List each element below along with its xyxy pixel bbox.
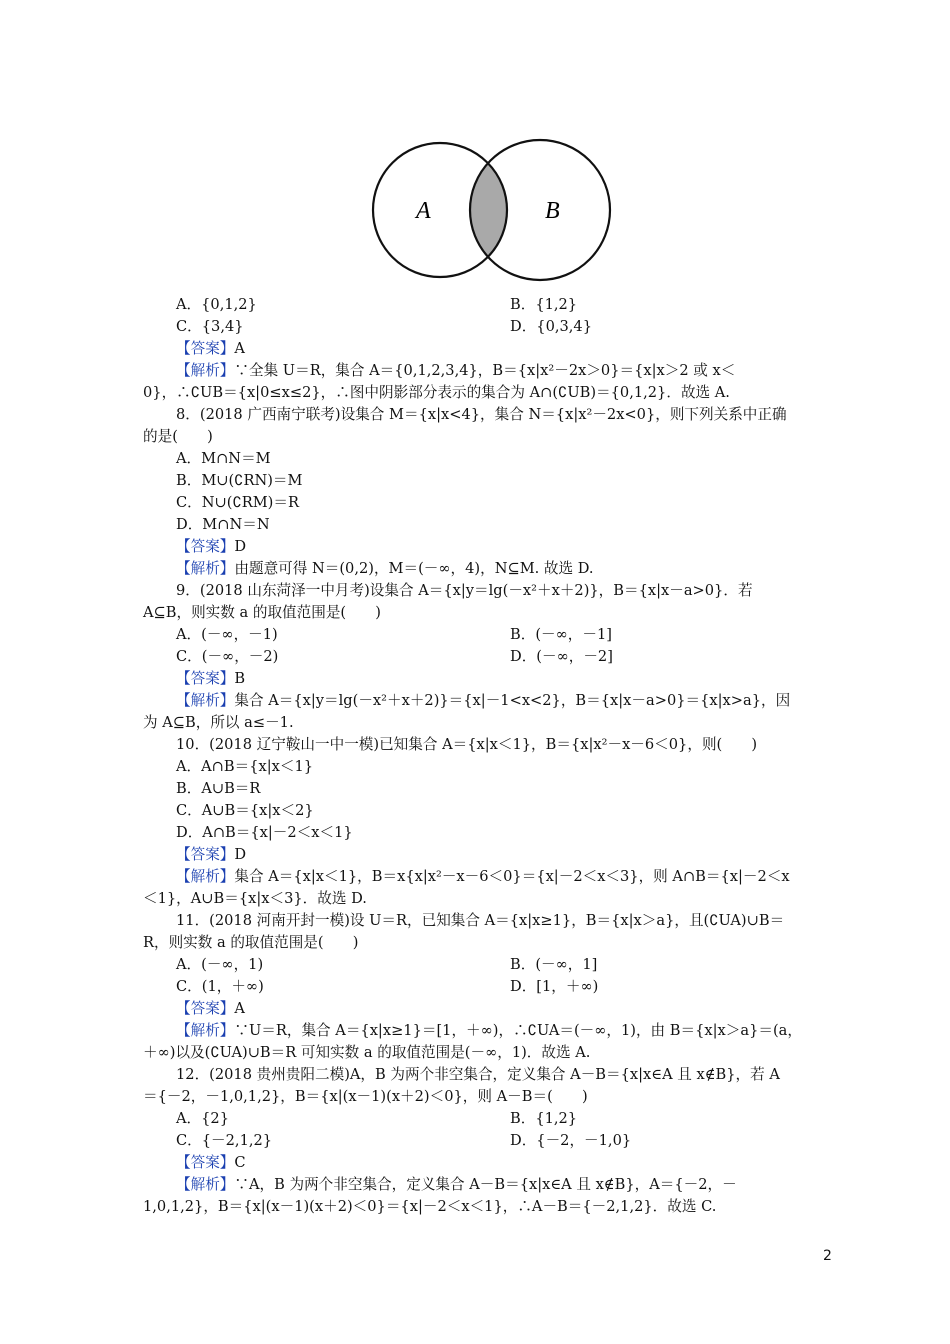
venn-diagram: [370, 138, 620, 298]
text-line: A⊆B，则实数 a 的取值范围是( ): [143, 604, 381, 621]
explanation-text: 由题意可得 N＝(0,2)，M＝(－∞，4)，N⊆M. 故选 D.: [234, 560, 594, 577]
answer-line: [176, 537, 246, 557]
option-b: B．A∪B＝R: [176, 780, 261, 797]
explanation-line: [176, 361, 735, 381]
text-line: 的是( ): [143, 428, 213, 445]
text-line: ＜1}，A∪B＝{x|x＜3}．故选 D.: [143, 890, 367, 907]
option-c: C．(－∞，－2): [176, 648, 279, 665]
answer-line: [176, 339, 245, 359]
question-9: 9．(2018 山东菏泽一中月考)设集合 A＝{x|y＝lg(－x²＋x＋2)}，B＝{x|x－a>0}．若: [176, 582, 753, 599]
explanation-text: ∵全集 U＝R，集合 A＝{0,1,2,3,4}，B＝{x|x²－2x＞0}＝{x|x＞2 或 x＜: [234, 362, 736, 379]
option-b: B．(－∞，1]: [510, 956, 598, 973]
text-line: 1,0,1,2}，B＝{x|(x－1)(x＋2)＜0}＝{x|－2＜x＜1}，∴A－B＝{－2,1,2}．故选 C.: [143, 1198, 717, 1215]
page-number: 2: [823, 1248, 832, 1264]
option-a: A．M∩N＝M: [176, 450, 271, 467]
explanation-text: 集合 A＝{x|y＝lg(－x²＋x＋2)}＝{x|－1<x<2}，B＝{x|x－a>0}＝{x|x>a}，因: [234, 692, 791, 709]
option-b: B．(－∞，－1]: [510, 626, 612, 643]
option-c: C．{－2,1,2}: [176, 1132, 273, 1149]
explanation-line: [176, 559, 594, 579]
explanation-line: [176, 1175, 737, 1195]
answer-value: D: [234, 538, 247, 555]
explanation-line: [176, 867, 790, 887]
label-b: B: [545, 198, 560, 224]
option-c: C．(1，＋∞): [176, 978, 264, 995]
option-a: A．{2}: [176, 1110, 229, 1127]
option-c: C．A∪B＝{x|x＜2}: [176, 802, 314, 819]
option-a: A．(－∞，1): [176, 956, 264, 973]
option-row: [176, 317, 244, 337]
answer-value: D: [234, 846, 247, 863]
question-12: 12．(2018 贵州贵阳二模)A，B 为两个非空集合，定义集合 A－B＝{x|x∈A 且 x∉B}，若 A: [176, 1066, 780, 1083]
option-a: A．A∩B＝{x|x＜1}: [176, 758, 314, 775]
explanation-line: [176, 691, 790, 711]
text-line: 0}，∴∁UB＝{x|0≤x≤2}，∴图中阴影部分表示的集合为 A∩(∁UB)＝{0,1,2}．故选 A.: [143, 384, 730, 401]
answer-line: [176, 1153, 246, 1173]
answer-value: B: [234, 670, 246, 687]
option-b: B．{1,2}: [510, 296, 578, 313]
explanation-tag: 【解析】: [176, 692, 235, 709]
text-line: ＝{－2，－1,0,1,2}，B＝{x|(x－1)(x＋2)＜0}，则 A－B＝( ): [143, 1088, 588, 1105]
explanation-text: 集合 A＝{x|x＜1}，B＝x{x|x²－x－6＜0}＝{x|－2＜x＜3}，则 A∩B＝{x|－2＜x: [234, 868, 790, 885]
option-a: A．(－∞，－1): [176, 626, 278, 643]
question-8: 8．(2018 广西南宁联考)设集合 M＝{x|x<4}，集合 N＝{x|x²－2x<0}，则下列关系中正确: [176, 406, 787, 423]
option-d: D．[1，＋∞): [510, 978, 599, 995]
text-line: R，则实数 a 的取值范围是( ): [143, 934, 359, 951]
answer-tag: 【答案】: [176, 340, 235, 357]
option-c: C．N∪(∁RM)＝R: [176, 494, 299, 511]
explanation-tag: 【解析】: [176, 1176, 235, 1193]
answer-tag: 【答案】: [176, 1000, 235, 1017]
answer-tag: 【答案】: [176, 846, 235, 863]
answer-line: [176, 669, 245, 689]
option-d: D．{0,3,4}: [510, 318, 592, 335]
option-row: [510, 295, 577, 315]
answer-tag: 【答案】: [176, 538, 235, 555]
answer-line: [176, 845, 246, 865]
answer-line: [176, 999, 245, 1019]
option-c: C．{3,4}: [176, 318, 244, 335]
label-a: A: [416, 198, 431, 224]
option-d: D．{－2，－1,0}: [510, 1132, 632, 1149]
question-11: 11．(2018 河南开封一模)设 U＝R，已知集合 A＝{x|x≥1}，B＝{x|x＞a}，且(∁UA)∪B＝: [176, 912, 785, 929]
answer-tag: 【答案】: [176, 670, 235, 687]
option-row: [510, 317, 592, 337]
answer-value: A: [234, 340, 245, 357]
option-a: A．{0,1,2}: [176, 296, 257, 313]
answer-value: A: [234, 1000, 245, 1017]
explanation-tag: 【解析】: [176, 868, 235, 885]
option-row: [176, 295, 257, 315]
explanation-line: [176, 1021, 802, 1041]
explanation-tag: 【解析】: [176, 560, 235, 577]
explanation-text: ∵U＝R，集合 A＝{x|x≥1}＝[1，＋∞)，∴∁UA＝(－∞，1)，由 B＝{x|x＞a}＝(a，: [234, 1022, 802, 1039]
answer-value: C: [234, 1154, 246, 1171]
question-10: 10．(2018 辽宁鞍山一中一模)已知集合 A＝{x|x＜1}，B＝{x|x²－x－6＜0}，则( ): [176, 736, 758, 753]
explanation-text: ∵A，B 为两个非空集合，定义集合 A－B＝{x|x∈A 且 x∉B}，A＝{－2，－: [234, 1176, 737, 1193]
text-line: ＋∞)以及(∁UA)∪B＝R 可知实数 a 的取值范围是(－∞，1)．故选 A.: [143, 1044, 591, 1061]
explanation-tag: 【解析】: [176, 1022, 235, 1039]
explanation-tag: 【解析】: [176, 362, 235, 379]
option-b: B．{1,2}: [510, 1110, 578, 1127]
option-d: D．(－∞，－2]: [510, 648, 613, 665]
option-d: D．A∩B＝{x|－2＜x＜1}: [176, 824, 353, 841]
option-b: B．M∪(∁RN)＝M: [176, 472, 303, 489]
text-line: 为 A⊆B，所以 a≤－1.: [143, 714, 294, 731]
answer-tag: 【答案】: [176, 1154, 235, 1171]
option-d: D．M∩N＝N: [176, 516, 270, 533]
